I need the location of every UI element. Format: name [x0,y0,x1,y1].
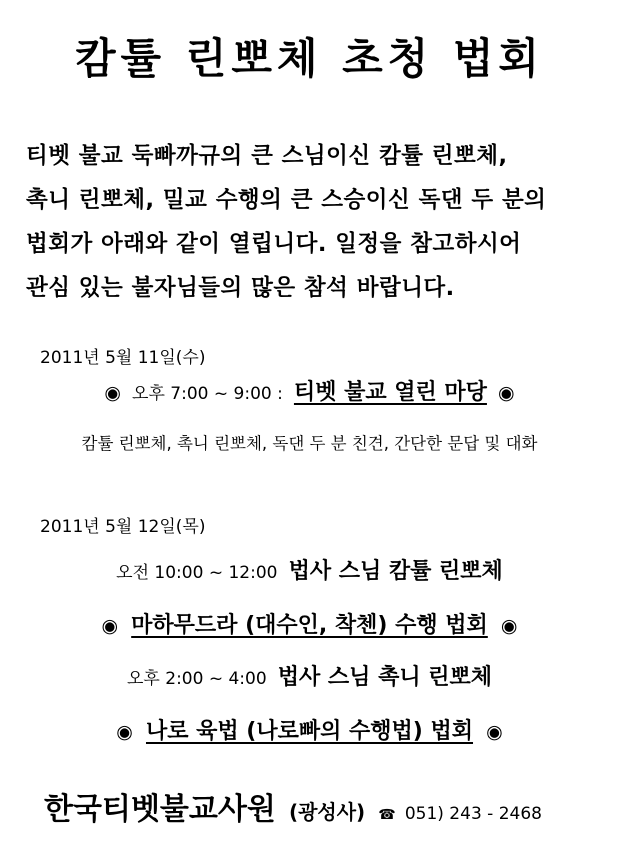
footer-org-sub: (광성사) [288,800,366,824]
day2-session1-event: 마하무드라 (대수인, 착첸) 수행 법회 [131,613,488,638]
intro-line-2: 촉니 린뽀체, 밀교 수행의 큰 스승이신 독댄 두 분의 [26,187,547,213]
intro-line-3: 법회가 아래와 같이 열립니다. 일정을 참고하시어 [26,231,522,257]
page-title: 캄튤 린뽀체 초청 법회 [74,34,544,83]
day2-session2-speaker: 법사 스님 촉니 린뽀체 [277,665,492,690]
day2-session1-event-line [0,608,619,639]
bullet-icon: ◉ [116,721,133,743]
day1-schedule-line [0,375,619,406]
intro-line-4: 관심 있는 불자님들의 많은 참석 바랍니다. [26,275,455,301]
day2-session2-event-line [0,714,619,745]
telephone-icon: ☎ [378,807,396,823]
bullet-icon: ◉ [104,382,121,404]
bullet-icon: ◉ [498,382,515,404]
day2-session1-time: 오전 10:00 ~ 12:00 [116,563,278,583]
day1-description: 캄튤 린뽀체, 촉니 린뽀체, 독댄 두 분 친견, 간단한 문답 및 대화 [81,434,538,453]
footer-phone: 051) 243 - 2468 [404,804,542,824]
day2-session2-event: 나로 육법 (나로빠의 수행법) 법회 [145,719,474,744]
day2-date: 2011년 5월 12일(목) [40,517,206,537]
day2-session1-speaker: 법사 스님 캄튤 린뽀체 [288,559,503,584]
day2-session2-time: 오후 2:00 ~ 4:00 [127,669,267,689]
bullet-icon: ◉ [500,615,518,637]
footer [44,784,542,828]
day2-session1-line [0,554,619,585]
intro-line-1: 티벳 불교 둑빠까규의 큰 스님이신 캄튤 린뽀체, [26,143,508,169]
bullet-icon: ◉ [101,615,119,637]
footer-org-name: 한국티벳불교사원 [44,792,276,827]
day1-time: 오후 7:00 ~ 9:00 : [132,384,283,404]
day1-event: 티벳 불교 열린 마당 [293,380,487,405]
day2-session2-line [0,660,619,691]
bullet-icon: ◉ [486,721,503,743]
day1-date: 2011년 5월 11일(수) [40,348,206,368]
